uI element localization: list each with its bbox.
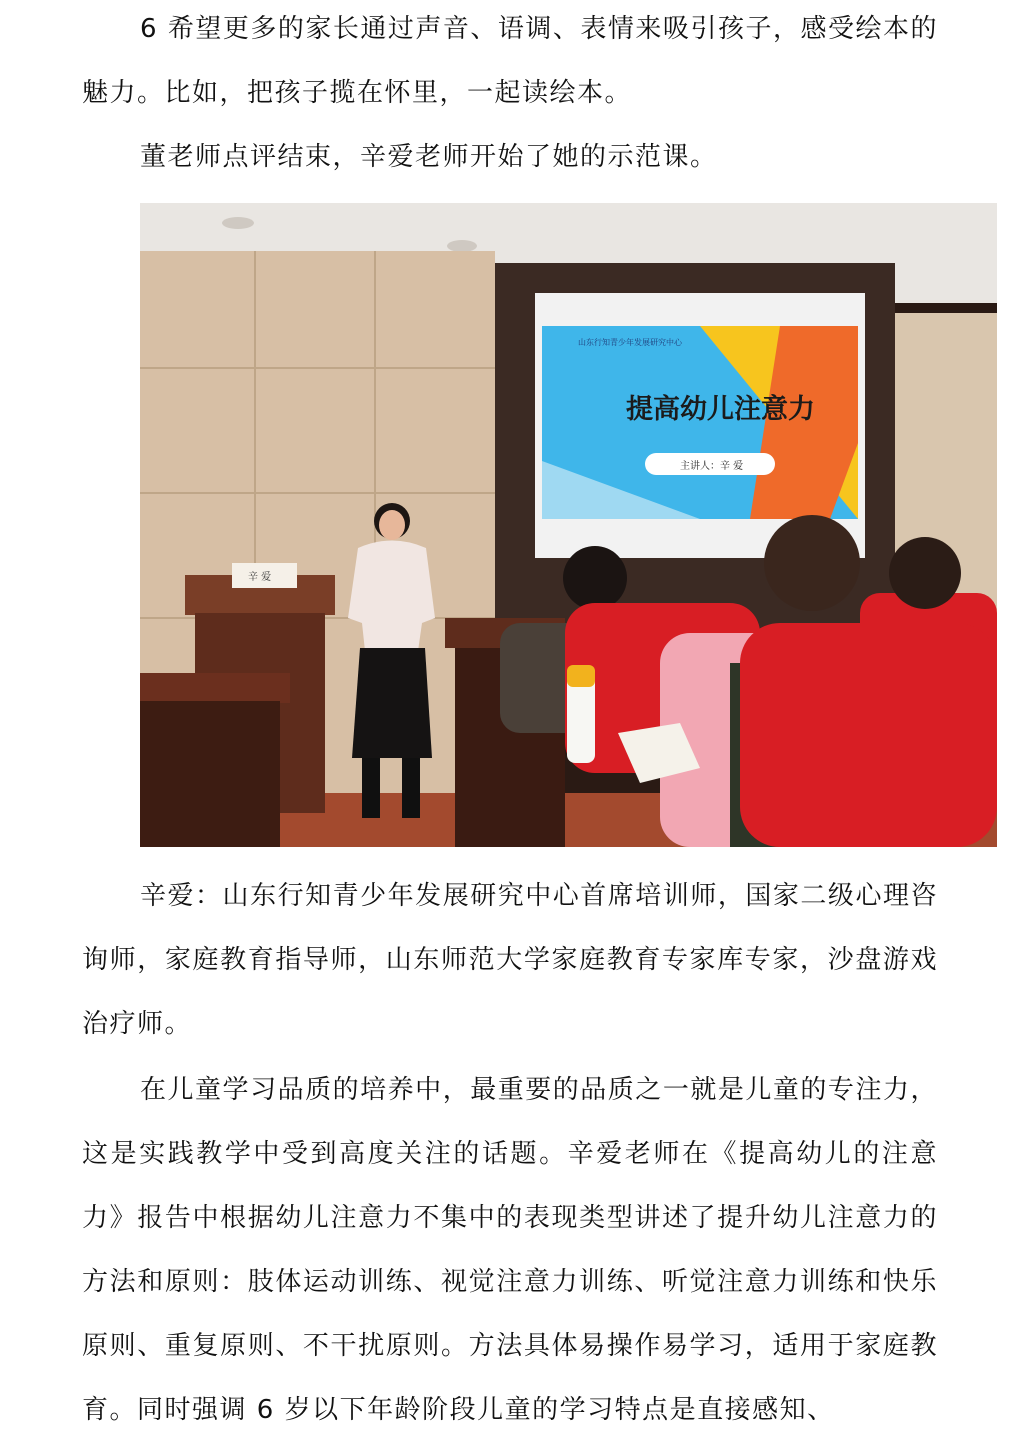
paragraph-4: 在儿童学习品质的培养中，最重要的品质之一就是儿童的专注力，这是实践教学中受到高度关注的话题。辛爱老师在《提高幼儿的注意力》报告中根据幼儿注意力不集中的表现类型讲述了提升幼儿注意力的方法和原则：肢体运动训练、视觉注意力训练、听觉注意力训练和快乐原则、重复原则、不干扰原则。方法具体易操作易学习，适用于家庭教育。同时强调 6 岁以下年龄阶段儿童的学习特点是直接感知、 xyxy=(82,1075,938,1425)
podium-sign-text: 辛 爱 xyxy=(248,572,272,583)
paragraph-1: 6 希望更多的家长通过声音、语调、表情来吸引孩子，感受绘本的魅力。比如，把孩子揽在怀里，一起读绘本。 xyxy=(82,14,938,108)
slide-title-text: 提高幼儿注意力 xyxy=(626,394,815,425)
slide-org-text: 山东行知青少年发展研究中心 xyxy=(578,338,682,347)
paragraph-3: 辛爱：山东行知青少年发展研究中心首席培训师，国家二级心理咨询师，家庭教育指导师，山东师范大学家庭教育专家库专家，沙盘游戏治疗师。 xyxy=(82,881,938,1039)
slide-presenter-text: 主讲人：辛 爱 xyxy=(680,461,744,472)
paragraph-2: 董老师点评结束，辛爱老师开始了她的示范课。 xyxy=(140,142,718,172)
lecture-photo xyxy=(140,203,997,847)
